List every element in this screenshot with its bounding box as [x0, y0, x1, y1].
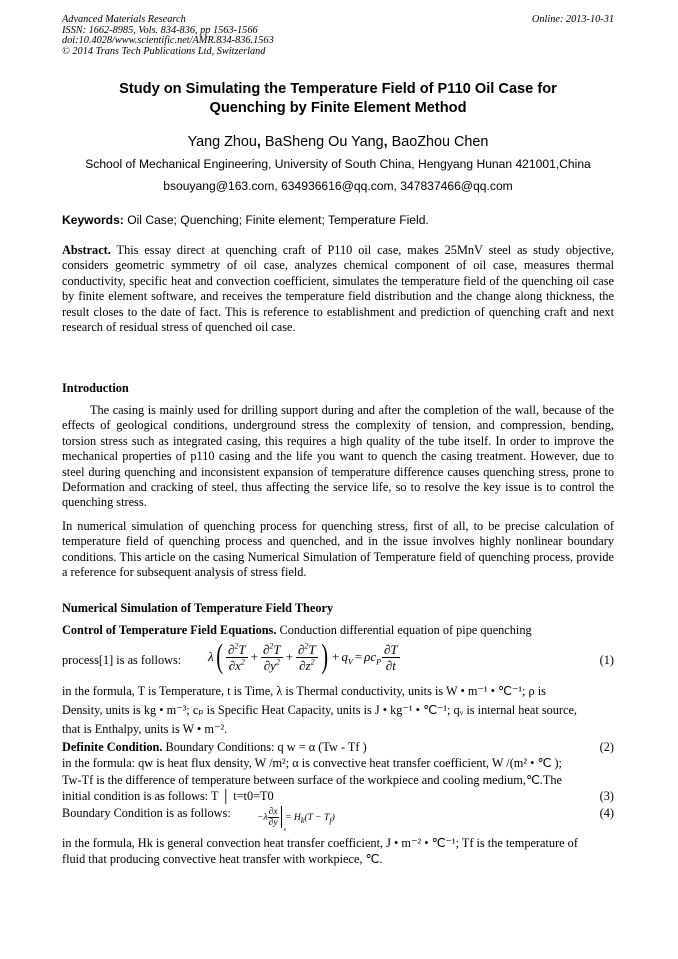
- author-3: BaoZhou Chen: [391, 134, 489, 150]
- author-1: Yang Zhou: [187, 134, 257, 150]
- definite-condition-label: Definite Condition.: [62, 740, 163, 754]
- title-line-2: Quenching by Finite Element Method: [209, 99, 467, 116]
- journal-header: [62, 15, 614, 57]
- affiliation: School of Mechanical Engineering, University of South China, Hengyang Hunan 421001,China: [85, 157, 591, 171]
- journal-doi: doi:10.4028/www.scientific.net/AMR.834-836.1563: [62, 35, 274, 47]
- boundary-condition-line: [62, 806, 614, 821]
- boundary-desc-line-1: in the formula: qw is heat flux density, W /m²; α is convective heat transfer coefficient, W /(m² • ℃ );: [62, 756, 562, 770]
- definite-condition-text: Boundary Conditions: q w = α (Tw - Tf ): [162, 740, 367, 754]
- introduction-paragraph-1: The casing is mainly used for drilling support during and after the completion of the wall, because of the effects of geological conditions, underground stress the complexity of tension, and compression, bending, torsion stress such as integrated casing, this requires a high quality of the tube itself. In order to improve the mechanical properties of p110 casing and the life you want to quench the casing treatment. However, due to steel during quenching and inconsistent expansion of temperature difference causes quenching stress, prone to Deformation and cracking of steel, thus affecting the service life, so to resolve the key issue is to control the quenching stress.: [62, 403, 614, 510]
- equation-number-1: (1): [599, 653, 614, 667]
- author-separator: ,: [256, 134, 265, 150]
- definite-condition-line: [62, 740, 614, 755]
- keywords-label: Keywords:: [62, 213, 124, 227]
- author-separator: ,: [383, 134, 392, 150]
- equation-number-4: (4): [599, 806, 614, 820]
- author-list: [62, 134, 614, 150]
- formula-desc-line-1: in the formula, T is Temperature, t is Time, λ is Thermal conductivity, units is W • m⁻¹ • ℃⁻¹; ρ is: [62, 684, 546, 698]
- abstract: [62, 243, 614, 335]
- introduction-paragraph-2: In numerical simulation of quenching process for quenching stress, first of all, to be precise calculation of temperature field of quenching process and quenched, and in the issue involves highly nonlinear boundary conditions. This article on the casing Numerical Simulation of Temperature field of quenching process, provide a reference for subsequent analysis of stress field.: [62, 519, 614, 580]
- initial-condition-text: initial condition is as follows: T │ t=t0=T0: [62, 789, 274, 803]
- hk-desc-line-2: fluid that producing convective heat transfer with workpiece, ℃.: [62, 852, 383, 866]
- keywords-text: Oil Case; Quenching; Finite element; Temperature Field.: [123, 213, 429, 227]
- control-equations-line: [62, 623, 614, 638]
- title-line-1: Study on Simulating the Temperature Field of P110 Oil Case for: [119, 81, 557, 97]
- journal-copyright: © 2014 Trans Tech Publications Ltd, Switzerland: [62, 45, 266, 57]
- heat-conduction-equation: λ( $\frac{\partial^2T}{\partial x^2}$ + $\frac{\partial^2T}{\partial y^2}$ + $\frac{\partial^2T}{\partial z^2}$ ) + $q_V = \rho c_P$ $\frac{\partial T}{\partial t}$: [208, 638, 398, 675]
- boundary-condition-equation: −λ $\frac{\partial x}{\partial y}$ s = $H_k(T - T_f)$: [257, 805, 335, 833]
- author-emails: bsouyang@163.com, 634936616@qq.com, 347837466@qq.com: [163, 179, 513, 193]
- equation-number-2: (2): [599, 740, 614, 754]
- journal-issn: ISSN: 1662-8985, Vols. 834-836, pp 1563-1566: [62, 24, 258, 36]
- theory-heading: Numerical Simulation of Temperature Field Theory: [62, 601, 334, 615]
- hk-desc-line-1: in the formula, Hk is general convection heat transfer coefficient, J • m⁻² • ℃⁻¹; Tf is the temperature of: [62, 836, 578, 850]
- paper-title: [62, 80, 614, 118]
- author-2: BaSheng Ou Yang: [264, 134, 384, 150]
- control-equations-text: Conduction differential equation of pipe quenching: [276, 623, 532, 637]
- process-text: process[1] is as follows:: [62, 653, 182, 667]
- introduction-heading: Introduction: [62, 381, 129, 395]
- boundary-condition-text: Boundary Condition is as follows:: [62, 806, 231, 820]
- journal-name: Advanced Materials Research: [62, 14, 186, 25]
- online-date: Online: 2013-10-31: [531, 14, 614, 25]
- boundary-desc-line-2: Tw-Tf is the difference of temperature between surface of the workpiece and cooling medium,℃.The: [62, 773, 562, 787]
- control-equations-label: Control of Temperature Field Equations.: [62, 623, 277, 637]
- keywords: [62, 213, 614, 228]
- initial-condition-line: [62, 789, 614, 804]
- equation-number-3: (3): [599, 789, 614, 803]
- abstract-label: Abstract.: [62, 243, 111, 257]
- formula-desc-line-3: that is Enthalpy, units is W • m⁻².: [62, 722, 228, 736]
- formula-desc-line-2: Density, units is kg • m⁻³; cₚ is Specific Heat Capacity, units is J • kg⁻¹ • ℃⁻¹; qᵥ is internal heat source,: [62, 703, 578, 717]
- abstract-text: This essay direct at quenching craft of P110 oil case, makes 25MnV steel as study objective, considers geometric symmetry of oil case, analyzes chemical component of oil case, measures thermal conductivity, specific heat and convection coefficient, simulates the temperature field of the quenching oil case by finite element software, and receives the temperature field distribution and the change along thickness, the result closes to the date of fact. This is reference to establishment and prediction of quenching craft and next research of residual stress of quenched oil case.: [62, 243, 614, 335]
